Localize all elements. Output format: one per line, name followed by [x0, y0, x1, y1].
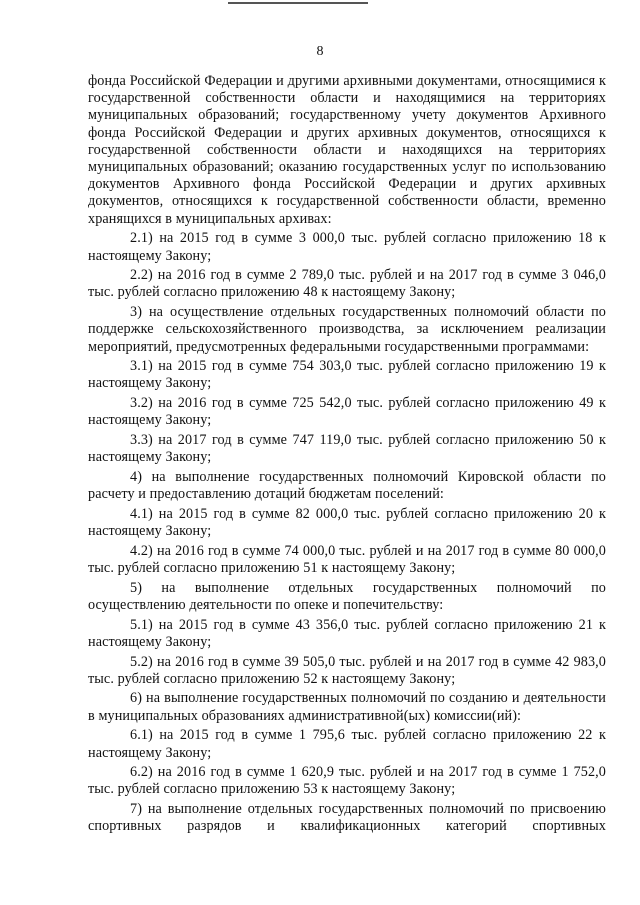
paragraph-4: 4) на выполнение государственных полномочий Кировской области по расчету и предоставлению дотаций бюджетам поселений: [88, 468, 606, 503]
paragraph-6-2: 6.2) на 2016 год в сумме 1 620,9 тыс. рублей и на 2017 год в сумме 1 752,0 тыс. рублей согласно приложению 53 к настоящему Закону; [88, 764, 606, 798]
paragraph-3: 3) на осуществление отдельных государственных полномочий области по поддержке сельскохозяйственного производства, за исключением реализации мероприятий, предусмотренных федеральными государственными программами: [88, 304, 606, 355]
paragraph-7: 7) на выполнение отдельных государственных полномочий по присвоению спортивных разрядов и квалификационных категорий спортивных [88, 801, 606, 835]
paragraph-6: 6) на выполнение государственных полномочий по созданию и деятельности в муниципальных образованиях административной(ых) комиссии(ий): [88, 690, 606, 724]
paragraph-2-1: 2.1) на 2015 год в сумме 3 000,0 тыс. рублей согласно приложению 18 к настоящему Закону; [88, 230, 606, 264]
paragraph-4-2: 4.2) на 2016 год в сумме 74 000,0 тыс. рублей и на 2017 год в сумме 80 000,0 тыс. рублей согласно приложению 51 к настоящему Закону; [88, 542, 606, 576]
paragraph-6-1: 6.1) на 2015 год в сумме 1 795,6 тыс. рублей согласно приложению 22 к настоящему Закону; [88, 727, 606, 761]
top-rule [228, 2, 368, 4]
paragraph-4-1: 4.1) на 2015 год в сумме 82 000,0 тыс. рублей согласно приложению 20 к настоящему Закону; [88, 505, 606, 540]
paragraph-3-1: 3.1) на 2015 год в сумме 754 303,0 тыс. рублей согласно приложению 19 к настоящему Закону; [88, 358, 606, 392]
paragraph-5-2: 5.2) на 2016 год в сумме 39 505,0 тыс. рублей и на 2017 год в сумме 42 983,0 тыс. рублей согласно приложению 52 к настоящему Закону; [88, 653, 606, 687]
paragraph-3-3: 3.3) на 2017 год в сумме 747 119,0 тыс. рублей согласно приложению 50 к настоящему Закону; [88, 432, 606, 466]
paragraph-5-1: 5.1) на 2015 год в сумме 43 356,0 тыс. рублей согласно приложению 21 к настоящему Закону; [88, 616, 606, 650]
document-body [88, 73, 606, 836]
paragraph-2-2: 2.2) на 2016 год в сумме 2 789,0 тыс. рублей и на 2017 год в сумме 3 046,0 тыс. рублей согласно приложению 48 к настоящему Закону; [88, 267, 606, 301]
paragraph-3-2: 3.2) на 2016 год в сумме 725 542,0 тыс. рублей согласно приложению 49 к настоящему Закону; [88, 395, 606, 429]
page-number: 8 [316, 44, 324, 59]
paragraph-archive-continuation: фонда Российской Федерации и другими архивными документами, относящимися к государственной собственности области и находящимися на территориях муниципальных образований; государственному учету документов Архивного фонда Российской Федерации и других архивных документов, относящихся к государственной собственности области и находящихся на территориях муниципальных образований; оказанию государственных услуг по использованию документов Архивного фонда Российской Федерации и других архивных документов, относящихся к государственной собственности области, временно хранящихся в муниципальных архивах: [88, 73, 606, 227]
paragraph-5: 5) на выполнение отдельных государственных полномочий по осуществлению деятельности по опеке и попечительству: [88, 579, 606, 613]
